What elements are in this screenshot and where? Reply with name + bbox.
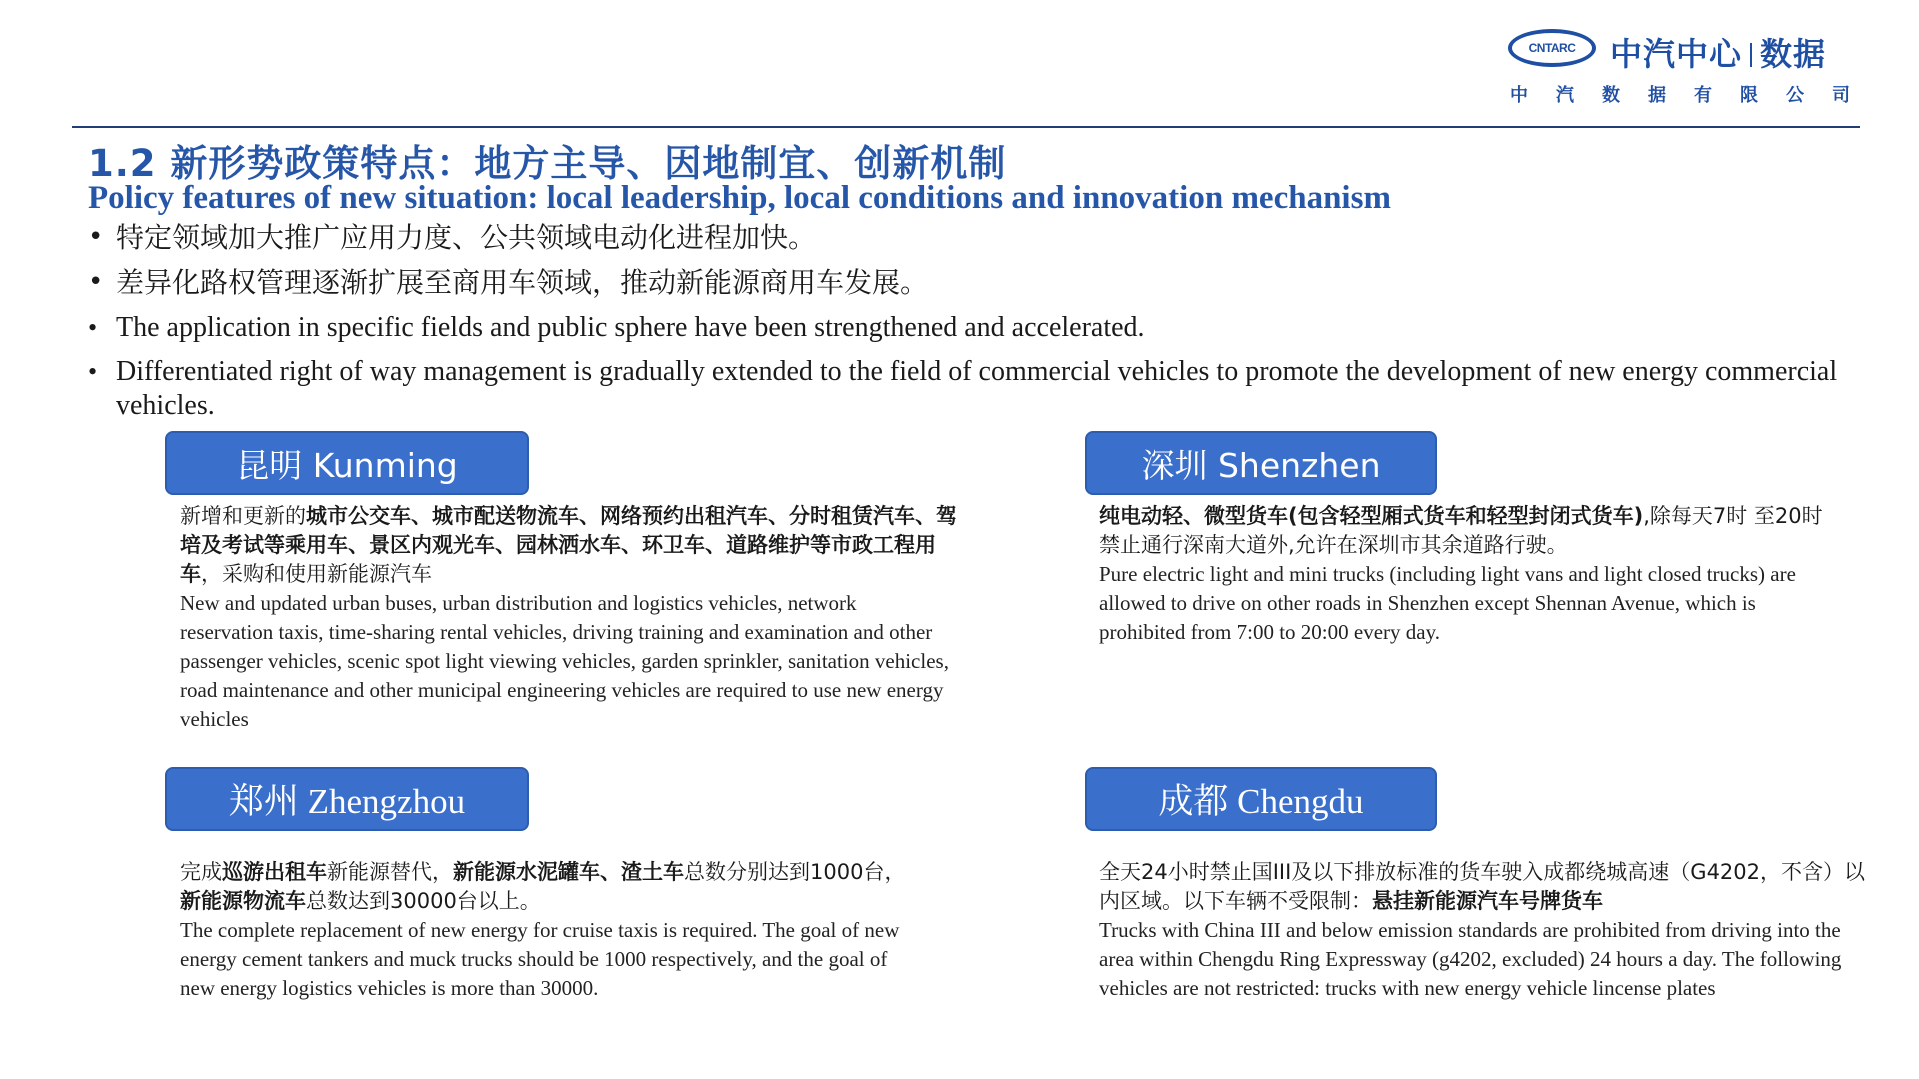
logo-title xyxy=(1610,29,1826,75)
text-span: 新能源替代， xyxy=(327,860,453,884)
bullet-item: • The application in specific fields and public sphere have been strengthened and accelerated. xyxy=(86,310,1876,345)
text-bold: 新能源物流车 xyxy=(180,889,306,913)
text-bold: 城市公交车、城市配送物流车、网络预约出租汽车、分时租赁汽车、驾培及考试等乘用车、景区内观光车、园林洒水车、环卫车、道路维护等市政工程用车 xyxy=(180,504,957,586)
logo-subtitle-char: 数 xyxy=(1602,85,1620,106)
city-badge-shenzhen: 深圳 Shenzhen xyxy=(1085,431,1437,495)
text-span: 总数分别达到1000台， xyxy=(684,860,906,884)
logo-badge: CNTARC xyxy=(1508,29,1596,67)
text-span: 全天24小时禁止国III及以下排放标准的货车驶入成都绕城高速（G4202，不含）以内区域。以下车辆不受限制： xyxy=(1099,860,1866,913)
logo-subtitle-char: 据 xyxy=(1648,85,1666,106)
logo-subtitle-char: 限 xyxy=(1740,85,1758,106)
city-badge-zhengzhou: 郑州 Zhengzhou xyxy=(165,767,529,831)
city-desc-zhengzhou xyxy=(180,858,910,1003)
text-bold: 巡游出租车 xyxy=(222,860,327,884)
city-desc-chengdu xyxy=(1099,858,1869,1003)
text-span: ，采购和使用新能源汽车 xyxy=(201,562,432,586)
kunming-en-text: New and updated urban buses, urban distribution and logistics vehicles, network reservation taxis, time-sharing rental vehicles, driving training and examination and other passenger vehicles, scenic spot light viewing vehicles, garden sprinkler, sanitation vehicles, road maintenance and other municipal engineering vehicles are required to use new energy vehicles xyxy=(180,591,949,731)
city-desc-shenzhen xyxy=(1099,502,1839,647)
logo-subtitle-char: 中 xyxy=(1510,85,1528,106)
chengdu-en-text: Trucks with China III and below emission standards are prohibited from driving into the area within Chengdu Ring Expressway (g4202, excluded) 24 hours a day. The following vehicles are not restricted: trucks with new energy vehicle lincense plates xyxy=(1099,918,1842,1000)
bullet-item: • 差异化路权管理逐渐扩展至商用车领域，推动新能源商用车发展。 xyxy=(86,265,1876,300)
text-span: 总数达到30000台以上。 xyxy=(306,889,541,913)
logo-subtitle-char: 司 xyxy=(1832,85,1850,106)
bullet-item: • 特定领域加大推广应用力度、公共领域电动化进程加快。 xyxy=(86,220,1876,255)
shenzhen-cn-text xyxy=(1099,502,1839,560)
shenzhen-en-text: Pure electric light and mini trucks (including light vans and light closed trucks) are allowed to drive on other roads in Shenzhen except Shennan Avenue, which is prohibited from 7:00 to 20:00 every day. xyxy=(1099,562,1796,644)
text-span: 完成 xyxy=(180,860,222,884)
city-desc-kunming xyxy=(180,502,970,734)
page-title-en: Policy features of new situation: local leadership, local conditions and innovation mechanism xyxy=(88,180,1391,216)
chengdu-cn-text xyxy=(1099,858,1869,916)
logo-subtitle-char: 公 xyxy=(1786,85,1804,106)
logo-title-right: 数据 xyxy=(1760,35,1827,73)
text-span: 新增和更新的 xyxy=(180,504,306,528)
text-bold: 纯电动轻、微型货车(包含轻型厢式货车和轻型封闭式货车) xyxy=(1099,504,1644,528)
city-badge-kunming: 昆明 Kunming xyxy=(165,431,529,495)
logo-subtitle xyxy=(1510,81,1850,107)
logo-title-left: 中汽中心 xyxy=(1610,35,1743,73)
logo-subtitle-char: 汽 xyxy=(1556,85,1574,106)
text-bold: 新能源水泥罐车、渣土车 xyxy=(453,860,684,884)
kunming-cn-text xyxy=(180,502,970,589)
logo-subtitle-char: 有 xyxy=(1694,85,1712,106)
zhengzhou-cn-text xyxy=(180,858,910,916)
zhengzhou-en-text: The complete replacement of new energy for cruise taxis is required. The goal of new energy cement tankers and muck trucks should be 1000 respectively, and the goal of new energy logistics vehicles is more than 30000. xyxy=(180,918,900,1000)
company-logo xyxy=(1500,25,1860,105)
page-title-cn: 1.2 新形势政策特点：地方主导、因地制宜、创新机制 xyxy=(88,142,1007,185)
bullet-item: • Differentiated right of way management is gradually extended to the field of commercial vehicles to promote the development of new energy commercial vehicles. xyxy=(86,355,1876,423)
bullet-list xyxy=(86,220,1876,433)
text-bold: 悬挂新能源汽车号牌货车 xyxy=(1372,889,1603,913)
header-divider xyxy=(72,126,1860,128)
city-badge-chengdu: 成都 Chengdu xyxy=(1085,767,1437,831)
logo-separator xyxy=(1750,43,1752,67)
text-span: ,除每天7时 至20时禁止通行深南大道外,允许在深圳市其余道路行驶。 xyxy=(1099,504,1823,557)
